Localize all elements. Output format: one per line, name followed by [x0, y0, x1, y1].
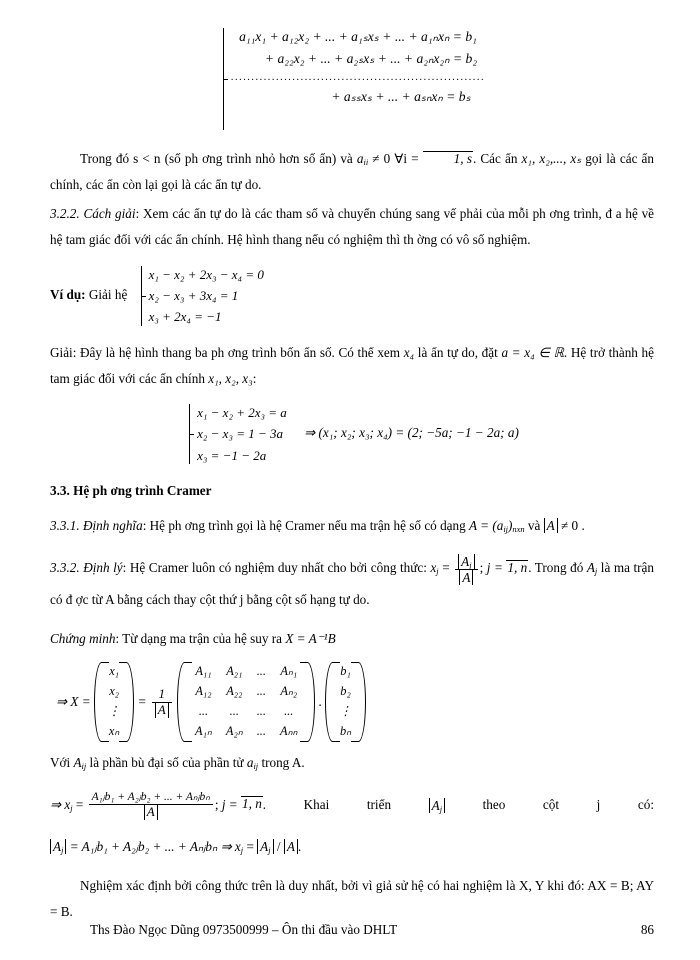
p1-math-aii: $a_{ii} \ne 0$ ∀i = 1, s — [356, 151, 472, 168]
brace-left — [219, 26, 228, 132]
cofactor-matrix — [177, 662, 315, 742]
matrix-cell: Aₙ₂ — [280, 684, 298, 699]
section-number-331: 3.3.1. — [50, 517, 83, 533]
brace-left — [185, 402, 194, 466]
matrix-cell: ... — [284, 704, 294, 719]
paren-left — [325, 662, 333, 742]
label-chung-minh: Chứng minh — [50, 630, 116, 646]
det-A: A — [459, 570, 473, 585]
matrix-solution-X: X = A⁻¹B — [285, 630, 336, 646]
footer-text: Ths Đào Ngọc Dũng 0973500999 – Ôn thi đầu vào DHLT — [90, 922, 398, 937]
overline-1s: 1, s — [423, 151, 473, 166]
system-row-dots: .............................................................. — [230, 72, 486, 84]
overline-1n: 1, n — [242, 796, 262, 812]
xj-formula-line — [50, 791, 654, 820]
solved-row: x₂ − x₃ = 1 − 3a — [197, 426, 284, 442]
matrix-cell: A₂₁ — [226, 664, 243, 679]
paragraph-voi-aij — [50, 750, 654, 776]
brace-left — [137, 264, 146, 328]
example-row: x₃ + 2x₄ = −1 — [148, 308, 222, 324]
solved-row: x₃ = −1 − 2a — [197, 447, 267, 463]
det-Aj: $A_j$ — [429, 798, 445, 813]
voi-text-b: là phần bù đại số của phần tử — [86, 755, 247, 771]
matrix-cell: Aₙ₁ — [280, 664, 298, 679]
fraction-xj — [89, 791, 213, 820]
giai-vars: x₁, x₂, x₃ — [208, 371, 253, 387]
matrix-eq-equals: = — [137, 694, 150, 710]
det-Aj: $A_j$ — [257, 839, 273, 854]
final-identity-line — [50, 834, 654, 860]
table-row — [188, 702, 304, 722]
section-number-332: 3.3.2. — [50, 560, 84, 576]
giai-x4: x₄ — [403, 344, 415, 360]
table-row — [188, 682, 304, 702]
section-title-dinh-nghia: Định nghĩa — [82, 517, 143, 533]
matrix-cell: b₂ — [340, 684, 351, 699]
matrix-cell: A₁₂ — [195, 684, 212, 699]
multiplication-dot: . — [318, 694, 323, 710]
word-trien: triển — [366, 797, 392, 813]
element-aij: $a_{ij}$ — [246, 755, 259, 772]
voi-text-c: trong A. — [258, 755, 305, 771]
xj-expansion-formula: ⇒ $x_j$ = $\frac{\text{A₁ⱼb₁ + A₂ⱼb₂ + ... + Aₙⱼbₙ}}{A}$ ; j = 1, n. — [50, 790, 267, 819]
fraction-denominator — [89, 804, 213, 820]
system-row: a₁₁x₁ + a₁₂x₂ + ... + a₁ₛxₛ + ... + a₁ₙxₙ = b₁ — [239, 29, 477, 44]
cramer-formula: $x_j$ = $\frac{A_j}{A}$ ; j = 1, n — [430, 553, 528, 585]
p1-vars: x₁, x₂,..., xₛ — [521, 151, 582, 166]
slash: / — [273, 839, 284, 855]
matrix-cell: A₁₁ — [195, 664, 212, 679]
cach-giai-text: : Xem các ẩn tự do là các tham số và chuyển chúng sang vế phải của mỗi ph ơng trình, đ a hệ về hệ tam giác đối với các ẩn chính. Hệ hình thang nếu có nghiệm thì th ờng có vô số nghiệm. — [50, 205, 655, 248]
paragraph-chung-minh — [50, 626, 654, 652]
heading-33-cramer: 3.3. Hệ ph ơng trình Cramer — [50, 483, 212, 499]
table-row — [188, 722, 304, 742]
paragraph-giai — [50, 340, 654, 393]
paren-right — [307, 662, 315, 742]
giai-math-a: a = x₄ ∈ ℝ — [501, 344, 564, 360]
page-footer — [50, 922, 654, 938]
matrix-cell: b₁ — [340, 664, 351, 679]
giai-text-c: . Hệ trở thành hệ tam giác đối với các ẩn chính — [50, 344, 654, 387]
paragraph-cach-giai — [50, 201, 654, 254]
det-A: A — [544, 518, 558, 533]
word-theo: theo — [482, 797, 506, 813]
dinh-nghia-text-c: ≠ 0 . — [557, 517, 585, 533]
matrix-cell: x₁ — [109, 664, 119, 679]
giai-text-d: : — [252, 371, 257, 387]
solved-row: x₁ − x₂ + 2x₃ = a — [197, 405, 287, 421]
fraction-one-over-detA — [152, 687, 172, 718]
giai-text-a: Giải: Đây là hệ hình thang ba ph ơng trình bốn ẩn số. Có thể xem — [50, 344, 404, 360]
matrix-cell: ... — [256, 684, 266, 699]
fraction-numerator: A₁ⱼb₁ + A₂ⱼb₂ + ... + Aₙⱼbₙ — [91, 790, 210, 803]
matrix-cell: x₂ — [109, 684, 119, 699]
dinh-ly-text-c: là ma trận có đ ợc từ A bằng cách thay cột thứ j bằng cột số hạng tự do. — [50, 560, 655, 607]
section-title-dinh-ly: Định lý — [83, 560, 123, 576]
column-vector-X — [94, 662, 134, 742]
dinh-ly-text-a: : Hệ Cramer luôn có nghiệm duy nhất cho bởi công thức: — [122, 560, 431, 576]
final-identity-math: = A₁ⱼb₁ + A₂ⱼb₂ + ... + Aₙⱼbₙ ⇒ $x_j$ = — [66, 839, 258, 856]
vidu-text: Giải hệ — [85, 286, 128, 302]
det-A: A — [284, 839, 298, 854]
dinh-nghia-text-a: : Hệ ph ơng trình gọi là hệ Cramer nếu ma trận hệ số có dạng — [142, 517, 470, 533]
matrix-cell: A₂ₙ — [225, 724, 243, 739]
matrix-cell: xₙ — [108, 724, 120, 739]
paragraph-dinh-nghia — [50, 513, 654, 539]
word-cot: cột — [542, 797, 560, 813]
final-period: . — [297, 839, 302, 855]
paren-right — [358, 662, 366, 742]
matrix-Aj: $A_j$ — [586, 560, 598, 577]
fraction-det — [455, 554, 477, 585]
matrix-cell: ⋮ — [107, 704, 121, 719]
equation-system-solved — [50, 402, 654, 466]
matrix-cell: ... — [256, 724, 266, 739]
voi-text-a: Với — [50, 755, 74, 771]
example-row: x₂ − x₃ + 3x₄ = 1 — [148, 287, 239, 303]
matrix-cell: ... — [229, 704, 239, 719]
det-A: A — [155, 703, 169, 718]
matrix-cell: bₙ — [339, 724, 352, 739]
paragraph-trong-do — [50, 146, 654, 199]
word-co: có: — [637, 797, 654, 813]
p1-text-a: Trong đó s < n (số ph ơng trình nhỏ hơn số ẩn) và — [80, 151, 357, 166]
word-khai: Khai — [303, 797, 330, 813]
page-number: 86 — [640, 922, 654, 937]
dinh-ly-text-b: . Trong đó — [528, 560, 587, 576]
det-Aj: $A_j$ — [50, 839, 66, 854]
paragraph-dinh-ly — [50, 553, 654, 614]
solution-tuple: ⇒ (x₁; x₂; x₃; x₄) = (2; −5a; −1 − 2a; a) — [304, 425, 519, 441]
matrix-equation-block — [56, 662, 654, 742]
equation-system-top — [50, 26, 654, 132]
fraction-denominator — [152, 702, 172, 718]
p1-text-c: gọi là các ẩn chính, các ẩn còn lại gọi là các ẩn tự do. — [50, 151, 654, 193]
chung-minh-text: : Từ dạng ma trận của hệ suy ra — [115, 630, 286, 646]
p1-text-b: . Các ẩn — [472, 151, 522, 166]
column-vector-B — [325, 662, 365, 742]
det-A: A — [144, 805, 158, 820]
overline-1n: 1, n — [507, 560, 528, 576]
fraction-numerator: 1 — [158, 685, 166, 701]
matrix-cell: ... — [198, 704, 209, 719]
example-block — [50, 264, 654, 328]
matrix-cell: Aₙₙ — [280, 724, 298, 739]
cofactor-Aij: $A_{ij}$ — [73, 755, 87, 772]
system-row: + aₛₛxₛ + ... + aₛₙxₙ = bₛ — [331, 89, 471, 105]
paren-left — [177, 662, 185, 742]
system-row: + a₂₂x₂ + ... + a₂ₛxₛ + ... + a₂ₙx₂ₙ = b₂ — [264, 51, 478, 67]
matrix-A-form: $A = (a_{ij})_{nxn}$ — [469, 517, 525, 534]
example-row: x₁ − x₂ + 2x₃ − x₄ = 0 — [148, 266, 264, 282]
section-number-322: 3.2.2. — [50, 205, 84, 221]
vidu-label: Ví dụ: — [50, 286, 86, 302]
page-content — [50, 22, 654, 927]
det-Aj: $A_j$ — [458, 554, 474, 569]
section-title-cach-giai: Cách giải — [83, 205, 136, 221]
matrix-cell: ... — [256, 664, 266, 679]
matrix-cell: ⋮ — [339, 704, 352, 719]
matrix-eq-lead: ⇒ X = — [56, 694, 94, 710]
cofactor-table — [188, 662, 304, 742]
giai-text-b: là ẩn tự do, đặt — [414, 344, 502, 360]
paren-right — [126, 662, 134, 742]
paragraph-nghiem-duy-nhat: Nghiệm xác định bởi công thức trên là duy nhất, bởi vì giả sử hệ có hai nghiệm là X, Y khi đó: AX = B; AY = B. — [50, 877, 654, 919]
matrix-cell: A₂₂ — [226, 684, 243, 699]
dinh-nghia-text-b: và — [524, 517, 544, 533]
word-j: j — [596, 797, 601, 813]
paren-left — [94, 662, 102, 742]
matrix-cell: A₁ₙ — [195, 724, 212, 739]
table-row — [188, 662, 304, 682]
matrix-cell: ... — [256, 704, 266, 719]
